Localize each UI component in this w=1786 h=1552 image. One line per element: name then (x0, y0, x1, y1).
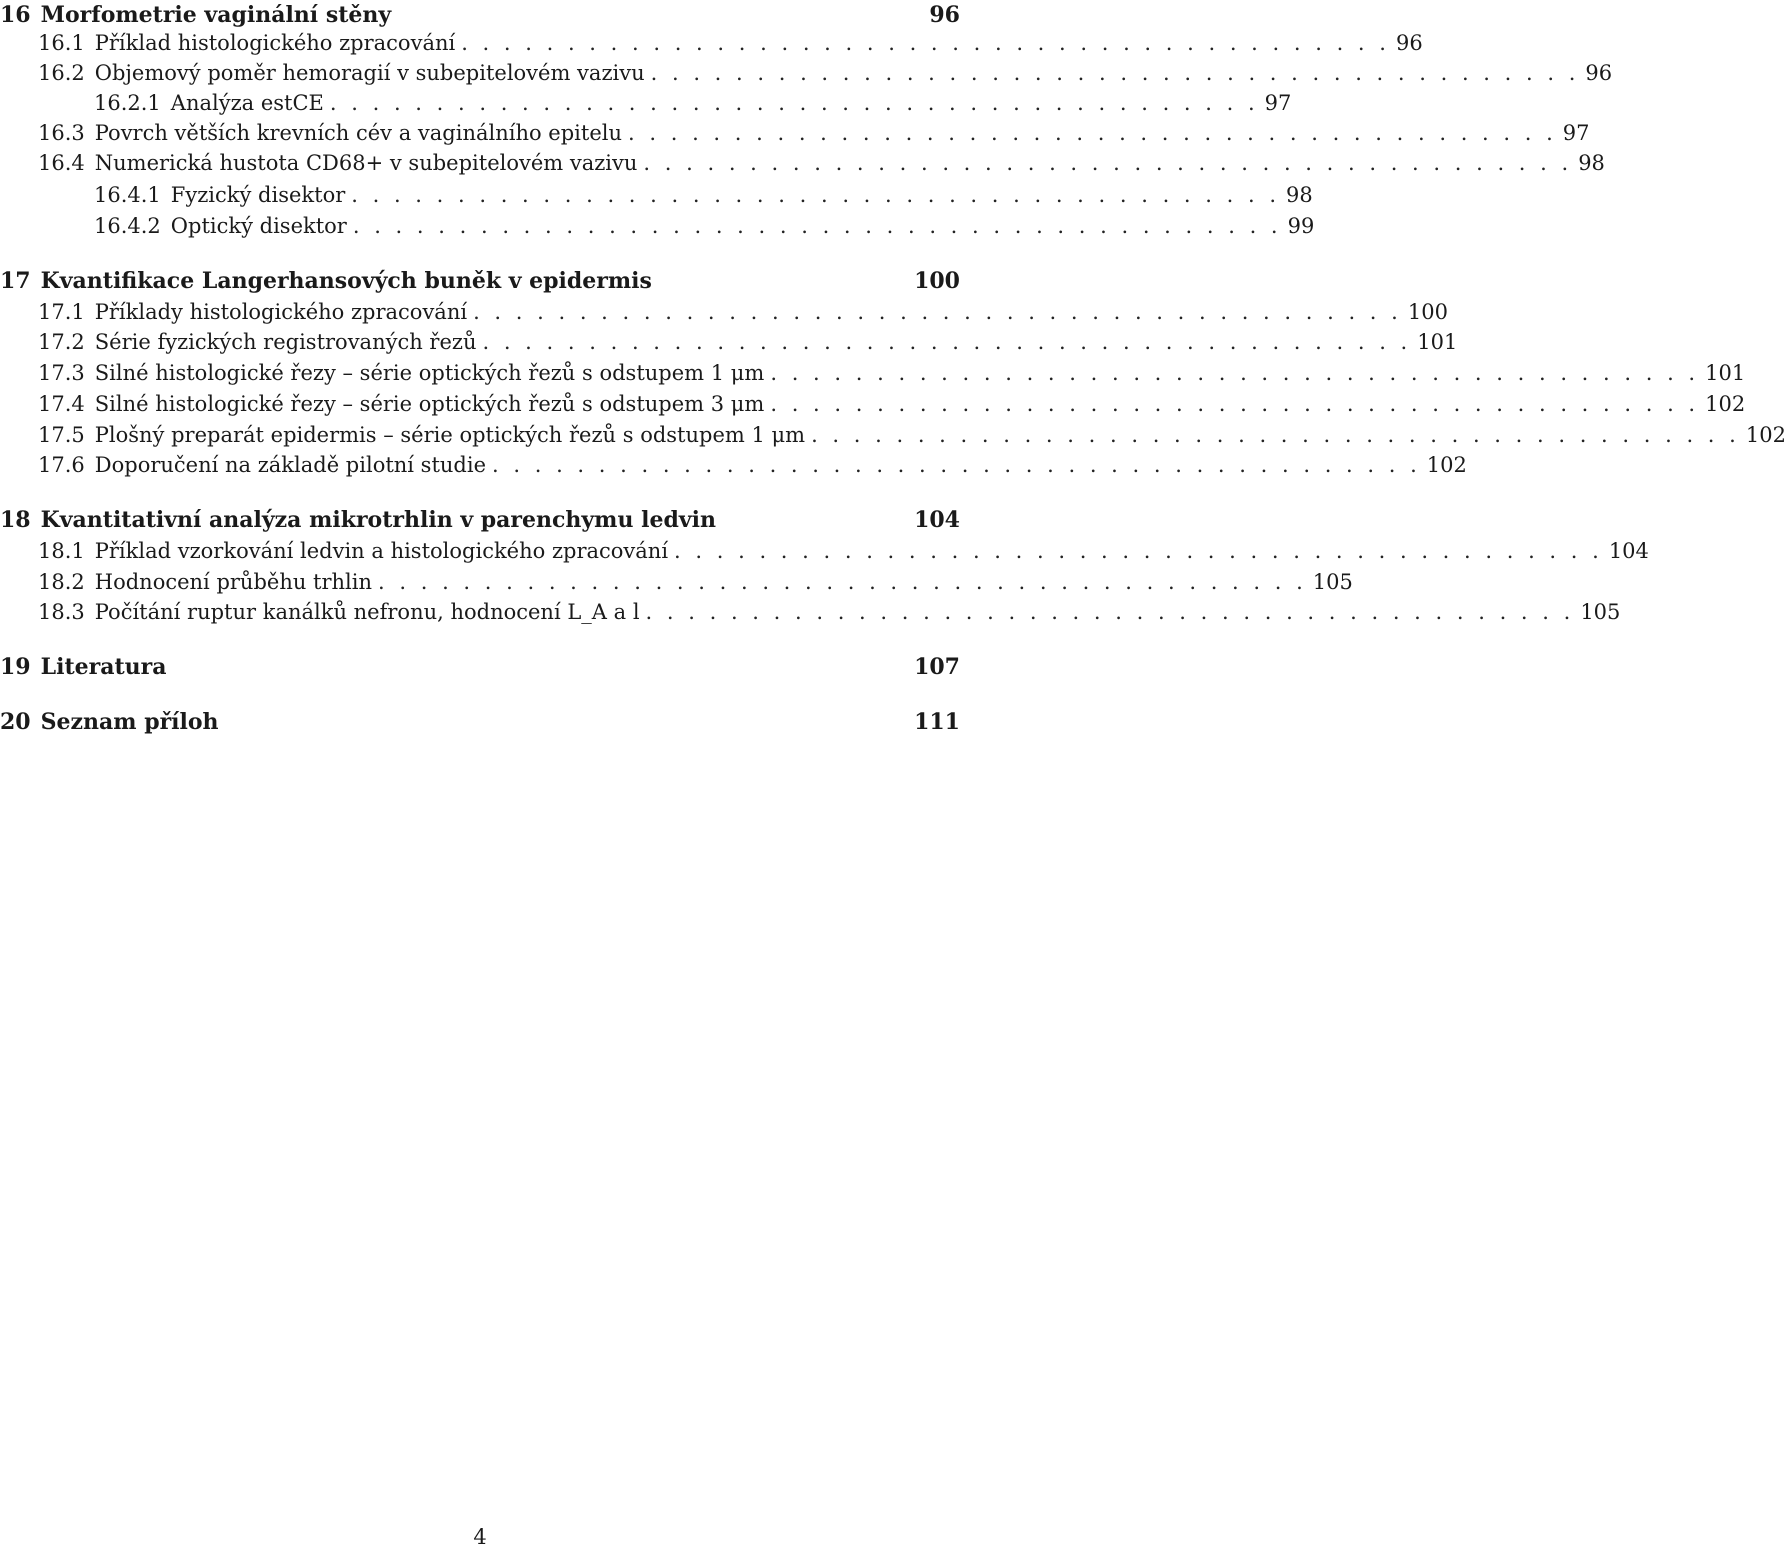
toc-page: 102 (1745, 423, 1786, 447)
toc-title: Počítání ruptur kanálků nefronu, hodnocení L_A a l (94, 600, 640, 624)
toc-page: 101 (1417, 330, 1458, 354)
toc-title: Seznam příloh (40, 709, 219, 735)
toc-title: Příklad vzorkování ledvin a histologického zpracování (94, 539, 669, 563)
toc-title: Silné histologické řezy – série optických řezů s odstupem 1 μm (94, 361, 765, 385)
leader-dots: . . . . . . . . . . . . . . . . . . . . . . . . . . . . . . . . . . . . . . . . . . . . (674, 539, 1603, 563)
toc-title: Povrch větších krevních cév a vaginálního epitelu (94, 121, 623, 145)
toc-page: 105 (1580, 600, 1621, 624)
leader-dots: . . . . . . . . . . . . . . . . . . . . . . . . . . . . . . . . . . . . . . . . . . . . (770, 361, 1700, 385)
toc-title: Kvantifikace Langerhansových buněk v epidermis (40, 268, 652, 294)
toc-section[interactable] (0, 450, 1467, 480)
toc-number: 17 (0, 268, 31, 294)
toc-section[interactable] (0, 536, 1649, 566)
toc-chapter[interactable] (0, 707, 960, 737)
toc-title: Silné histologické řezy – série optických řezů s odstupem 3 μm (94, 392, 765, 416)
toc-number: 16.2.1 (94, 91, 161, 115)
page-number: 4 (473, 1525, 487, 1549)
toc-number: 18.3 (38, 600, 85, 624)
toc-number: 17.3 (38, 361, 85, 385)
toc-number: 17.1 (38, 300, 85, 324)
toc-title: Literatura (40, 654, 167, 680)
toc-page: 96 (929, 2, 960, 28)
toc-number: 17.6 (38, 453, 85, 477)
toc-title: Morfometrie vaginální stěny (40, 2, 392, 28)
toc-page: 102 (1426, 453, 1467, 477)
leader-dots: . . . . . . . . . . . . . . . . . . . . . . . . . . . . . . . . . . . . . . . . . . . . (482, 330, 1412, 354)
toc-title: Optický disektor (170, 214, 347, 238)
toc-number: 16.4 (38, 151, 85, 175)
toc-number: 17.2 (38, 330, 85, 354)
toc-chapter[interactable] (0, 505, 960, 535)
toc-number: 16.4.2 (94, 214, 161, 238)
toc-title: Příklady histologického zpracování (94, 300, 468, 324)
toc-subsection[interactable] (0, 88, 1292, 118)
toc-page: 97 (1264, 91, 1292, 115)
toc-section[interactable] (0, 148, 1605, 178)
toc-subsection[interactable] (0, 180, 1313, 210)
toc-page: 104 (1608, 539, 1649, 563)
toc-title: Analýza estCE (170, 91, 324, 115)
toc-page: 98 (1286, 183, 1313, 207)
toc-number: 18.2 (38, 570, 85, 594)
toc-title: Příklad histologického zpracování (94, 31, 456, 55)
leader-dots: . . . . . . . . . . . . . . . . . . . . . . . . . . . . . . . . . . . . . . . . . . . . (645, 600, 1575, 624)
toc-number: 16.2 (38, 61, 85, 85)
toc-page: 102 (1705, 392, 1746, 416)
toc-section[interactable] (0, 327, 1458, 357)
toc-page: 99 (1287, 214, 1315, 238)
toc-section[interactable] (0, 420, 1786, 450)
toc-page: 96 (1395, 31, 1423, 55)
toc-section[interactable] (0, 58, 1613, 88)
toc-page: 107 (914, 654, 960, 680)
leader-dots: . . . . . . . . . . . . . . . . . . . . . . . . . . . . . . . . . . . . . . . . . . . . (770, 392, 1700, 416)
toc-number: 19 (0, 654, 31, 680)
toc-section[interactable] (0, 118, 1590, 148)
toc-chapter[interactable] (0, 0, 960, 30)
toc-section[interactable] (0, 28, 1423, 58)
toc-title: Doporučení na základě pilotní studie (94, 453, 487, 477)
toc-title: Numerická hustota CD68+ v subepitelovém vazivu (94, 151, 638, 175)
toc-title: Kvantitativní analýza mikrotrhlin v parenchymu ledvin (40, 507, 716, 533)
toc-section[interactable] (0, 389, 1746, 419)
toc-section[interactable] (0, 297, 1448, 327)
toc-page: 111 (914, 709, 960, 735)
toc-page: 97 (1562, 121, 1590, 145)
leader-dots: . . . . . . . . . . . . . . . . . . . . . . . . . . . . . . . . . . . . . . . . . . . . (650, 61, 1580, 85)
toc-title: Plošný preparát epidermis – série optických řezů s odstupem 1 μm (94, 423, 806, 447)
leader-dots: . . . . . . . . . . . . . . . . . . . . . . . . . . . . . . . . . . . . . . . . . . . . (461, 31, 1390, 55)
leader-dots: . . . . . . . . . . . . . . . . . . . . . . . . . . . . . . . . . . . . . . . . . . . . (329, 91, 1259, 115)
leader-dots: . . . . . . . . . . . . . . . . . . . . . . . . . . . . . . . . . . . . . . . . . . . . (628, 121, 1557, 145)
toc-page: 100 (914, 268, 960, 294)
leader-dots: . . . . . . . . . . . . . . . . . . . . . . . . . . . . . . . . . . . . . . . . . . . . (811, 423, 1740, 447)
toc-title: Hodnocení průběhu trhlin (94, 570, 373, 594)
toc-chapter[interactable] (0, 266, 960, 296)
toc-section[interactable] (0, 358, 1746, 388)
leader-dots: . . . . . . . . . . . . . . . . . . . . . . . . . . . . . . . . . . . . . . . . . . . . (473, 300, 1402, 324)
toc-section[interactable] (0, 597, 1621, 627)
leader-dots: . . . . . . . . . . . . . . . . . . . . . . . . . . . . . . . . . . . . . . . . . . . . (378, 570, 1307, 594)
toc-section[interactable] (0, 567, 1353, 597)
toc-page: 96 (1585, 61, 1613, 85)
toc-number: 16 (0, 2, 31, 28)
toc-number: 20 (0, 709, 31, 735)
toc-subsection[interactable] (0, 211, 1315, 241)
toc-title: Fyzický disektor (170, 183, 346, 207)
toc-number: 17.5 (38, 423, 85, 447)
toc-number: 16.3 (38, 121, 85, 145)
leader-dots: . . . . . . . . . . . . . . . . . . . . . . . . . . . . . . . . . . . . . . . . . . . . (643, 151, 1573, 175)
toc-title: Objemový poměr hemoragií v subepitelovém vazivu (94, 61, 645, 85)
toc-number: 18.1 (38, 539, 85, 563)
toc-chapter[interactable] (0, 652, 960, 682)
toc-number: 17.4 (38, 392, 85, 416)
toc-number: 16.4.1 (94, 183, 161, 207)
toc-page: 104 (914, 507, 960, 533)
toc-number: 18 (0, 507, 31, 533)
leader-dots: . . . . . . . . . . . . . . . . . . . . . . . . . . . . . . . . . . . . . . . . . . . . (351, 183, 1281, 207)
toc-page: 105 (1312, 570, 1353, 594)
leader-dots: . . . . . . . . . . . . . . . . . . . . . . . . . . . . . . . . . . . . . . . . . . . . (352, 214, 1282, 238)
leader-dots: . . . . . . . . . . . . . . . . . . . . . . . . . . . . . . . . . . . . . . . . . . . . (492, 453, 1421, 477)
toc-page: 101 (1705, 361, 1746, 385)
toc-title: Série fyzických registrovaných řezů (94, 330, 477, 354)
toc-number: 16.1 (38, 31, 85, 55)
toc-page: 98 (1578, 151, 1605, 175)
toc-page: 100 (1407, 300, 1448, 324)
